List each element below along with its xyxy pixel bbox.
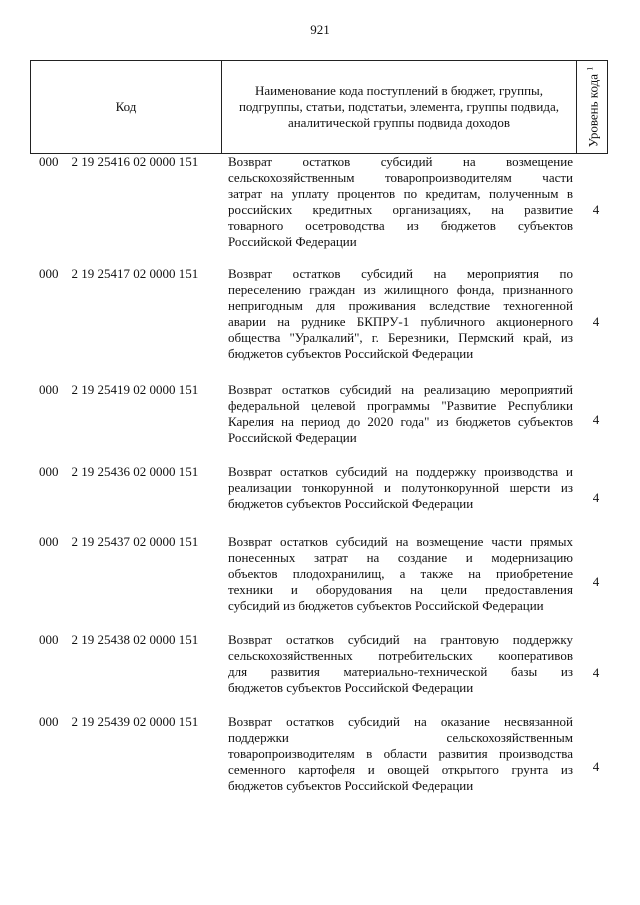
row-income-code: 2 19 25436 02 0000 151 [71,464,199,479]
row-admin-code: 000 [39,632,59,647]
row-admin-code: 000 [39,154,59,169]
description-line: субсидий из бюджетов субъектов Российской Федерации [228,598,544,613]
description-line: реализации тонкорунной и полутонкорунной шерсти из [228,480,573,495]
description-line: российских кредитных организациях, на развитие [228,202,573,217]
row-admin-code: 000 [39,382,59,397]
description-line: для развития материально-технической базы из [228,664,573,679]
description-line: бюджетов субъектов Российской Федерации [228,346,474,361]
row-code-gap [59,266,72,281]
row-code-gap [59,464,72,479]
row-admin-code: 000 [39,266,59,281]
row-code [39,632,198,648]
description-line: сельскохозяйственным товаропроизводителям части [228,170,573,185]
description-line: затрат на уплату процентов по кредитам, полученным в [228,186,573,201]
description-line: Возврат остатков субсидий на возмещение [228,154,573,169]
description-line: Возврат остатков субсидий на оказание несвязанной [228,714,573,729]
description-line: бюджетов субъектов Российской Федерации [228,496,474,511]
row-description [228,464,573,512]
row-code-gap [59,632,72,647]
description-line: переселению граждан из жилищного фонда, признанного [228,282,573,297]
description-line: поддержки сельскохозяйственным [228,730,573,745]
row-level: 4 [592,202,600,217]
description-line: Карелия на период до 2020 года" из бюджетов субъектов [228,414,573,429]
page-number: 921 [310,22,330,37]
row-description [228,534,573,614]
row-description [228,632,573,696]
row-level: 4 [592,665,600,680]
description-line: сельскохозяйственных потребительских кооперативов [228,648,573,663]
description-line: общества "Уралкалий", г. Березники, Пермский край, из [228,330,573,345]
row-income-code: 2 19 25419 02 0000 151 [71,382,199,397]
header-level-footnote: 1 [585,66,595,71]
description-line: Возврат остатков субсидий на мероприятия по [228,266,573,281]
row-code [39,154,198,170]
row-admin-code: 000 [39,534,59,549]
row-income-code: 2 19 25416 02 0000 151 [71,154,199,169]
description-line: товарного осетроводства из бюджетов субъектов [228,218,573,233]
row-code [39,464,198,480]
row-level: 4 [592,412,600,427]
row-code-gap [59,382,72,397]
row-description [228,382,573,446]
header-code: Код [31,61,222,153]
description-line: федеральной целевой программы "Развитие Республики [228,398,573,413]
row-income-code: 2 19 25438 02 0000 151 [71,632,199,647]
row-admin-code: 000 [39,714,59,729]
header-name: Наименование кода поступлений в бюджет, группы, подгруппы, статьи, подстатьи, элемента, группы подвида, аналитической группы подвида доходов [222,61,577,153]
row-level: 4 [592,314,600,329]
row-description [228,154,573,250]
description-line: аварии на руднике БКПРУ-1 публичного акционерного [228,314,573,329]
description-line: товаропроизводителям в области развития производства [228,746,573,761]
row-code-gap [59,154,72,169]
header-level-text: Уровень кода [585,74,601,148]
row-code-gap [59,534,72,549]
description-line: семенного картофеля и овощей открытого грунта из [228,762,573,777]
row-code [39,266,198,282]
description-line: техники и оборудования на цели предоставления [228,582,573,597]
row-code [39,714,198,730]
row-income-code: 2 19 25417 02 0000 151 [71,266,199,281]
description-line: бюджетов субъектов Российской Федерации [228,680,474,695]
row-level: 4 [592,574,600,589]
row-level: 4 [592,490,600,505]
row-admin-code: 000 [39,464,59,479]
description-line: бюджетов субъектов Российской Федерации [228,778,474,793]
description-line: Возврат остатков субсидий на поддержку производства и [228,464,573,479]
description-line: Возврат остатков субсидий на возмещение части прямых [228,534,573,549]
row-code-gap [59,714,72,729]
description-line: понесенных затрат на создание и модернизацию [228,550,573,565]
description-line: Российской Федерации [228,234,357,249]
description-line: Возврат остатков субсидий на реализацию мероприятий [228,382,573,397]
row-income-code: 2 19 25437 02 0000 151 [71,534,199,549]
row-code [39,382,198,398]
row-description [228,714,573,794]
row-description [228,266,573,362]
table-header [30,60,608,154]
row-level: 4 [592,759,600,774]
row-code [39,534,198,550]
description-line: Возврат остатков субсидий на грантовую поддержку [228,632,573,647]
description-line: объектов плодохранилищ, а также на приобретение [228,566,573,581]
row-income-code: 2 19 25439 02 0000 151 [71,714,199,729]
header-level [577,61,607,153]
description-line: Российской Федерации [228,430,357,445]
description-line: непригодным для проживания вследствие техногенной [228,298,573,313]
header-level-label [582,67,601,147]
